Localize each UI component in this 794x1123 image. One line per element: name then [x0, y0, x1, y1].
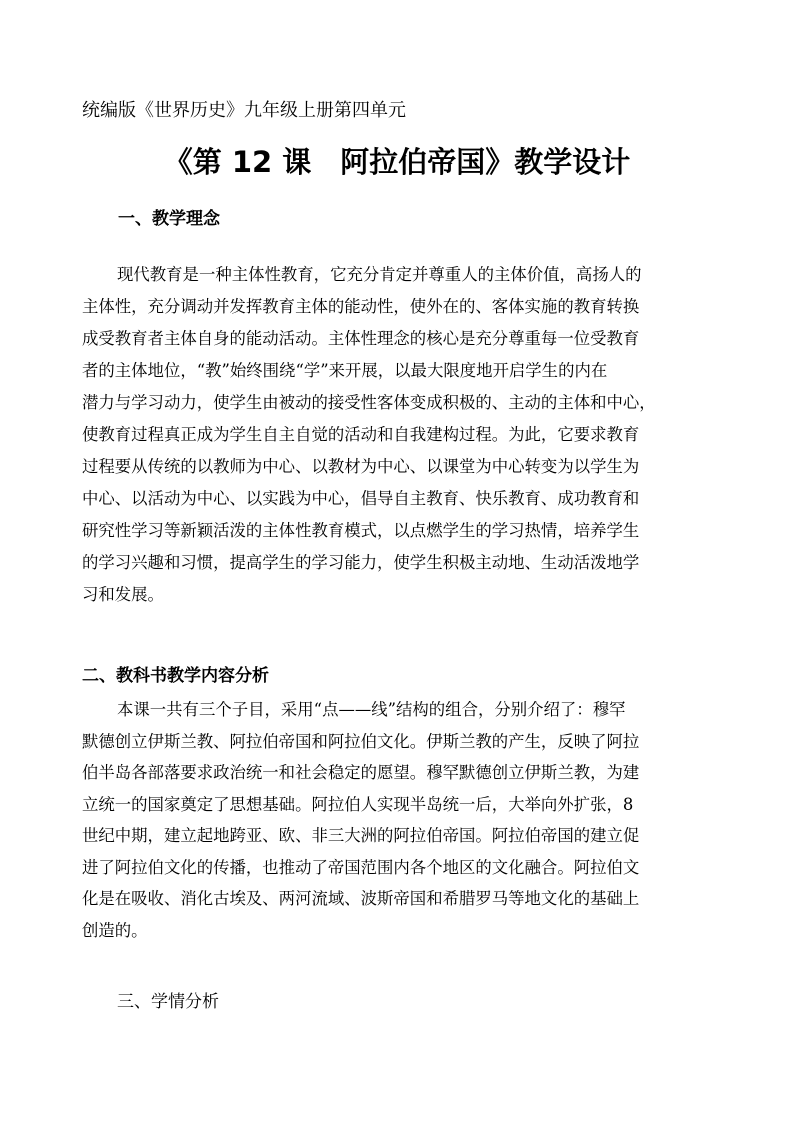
paragraph-line: 过程要从传统的以教师为中心、以教材为中心、以课堂为中心转变为以学生为 — [82, 457, 640, 476]
paragraph-line: 中心、以活动为中心、以实践为中心，倡导自主教育、快乐教育、成功教育和 — [82, 489, 640, 508]
section-heading-2: 二、教科书教学内容分析 — [82, 666, 269, 686]
paragraph-line: 潜力与学习动力，使学生由被动的接受性客体变成积极的、主动的主体和中心， — [82, 393, 656, 412]
paragraph-line: 默德创立伊斯兰教、阿拉伯帝国和阿拉伯文化。伊斯兰教的产生，反映了阿拉 — [82, 731, 640, 751]
paragraph-line: 习和发展。 — [82, 585, 164, 604]
paragraph-line: 的学习兴趣和习惯，提高学生的学习能力，使学生积极主动地、生动活泼地学 — [82, 553, 640, 572]
paragraph-line: 创造的。 — [82, 920, 148, 940]
paragraph-line: 进了阿拉伯文化的传播，也推动了帝国范围内各个地区的文化融合。阿拉伯文 — [82, 857, 640, 877]
paragraph-line: 者的主体地位，“教”始终围绕“学”来开展，以最大限度地开启学生的内在 — [82, 361, 608, 380]
paragraph-line: 本课一共有三个子目，采用“点——线”结构的组合，分别介绍了：穆罕 — [117, 700, 626, 719]
header-line: 统编版《世界历史》九年级上册第四单元 — [82, 100, 406, 121]
paragraph-line: 现代教育是一种主体性教育，它充分肯定并尊重人的主体价值，高扬人的 — [117, 265, 642, 284]
paragraph-line: 成受教育者主体自身的能动活动。主体性理念的核心是充分尊重每一位受教育 — [82, 329, 640, 348]
paragraph-line: 伯半岛各部落要求政治统一和社会稳定的愿望。穆罕默德创立伊斯兰教，为建 — [82, 763, 640, 782]
section-2-paragraph — [82, 694, 722, 946]
document-title: 《第 12 课 阿拉伯帝国》教学设计 — [163, 145, 631, 179]
section-heading-1: 一、教学理念 — [118, 209, 220, 229]
paragraph-line: 主体性，充分调动并发挥教育主体的能动性，使外在的、客体实施的教育转换 — [82, 297, 640, 316]
section-heading-3: 三、学情分析 — [117, 992, 219, 1012]
paragraph-line: 化是在吸收、消化古埃及、两河流域、波斯帝国和希腊罗马等地文化的基础上 — [82, 889, 640, 908]
paragraph-line: 世纪中期，建立起地跨亚、欧、非三大洲的阿拉伯帝国。阿拉伯帝国的建立促 — [82, 826, 640, 845]
paragraph-line: 使教育过程真正成为学生自主自觉的活动和自我建构过程。为此，它要求教育 — [82, 425, 640, 444]
paragraph-line: 研究性学习等新颖活泼的主体性教育模式，以点燃学生的学习热情，培养学生 — [82, 521, 640, 540]
section-1-paragraph — [82, 259, 722, 611]
paragraph-line: 立统一的国家奠定了思想基础。阿拉伯人实现半岛统一后，大举向外扩张，8 — [82, 794, 634, 814]
